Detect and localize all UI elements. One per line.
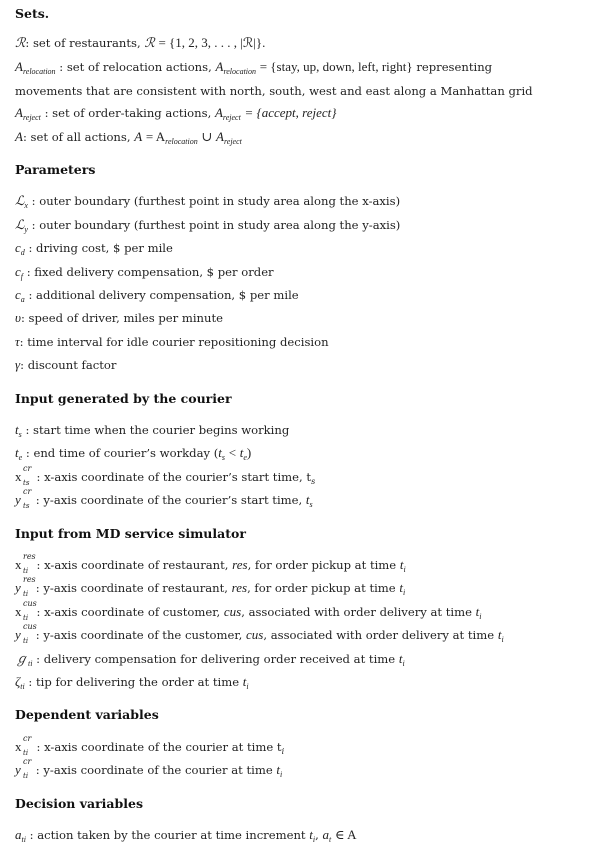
set-all-actions: A: set of all actions, $A = A_{relocation}$ ∪ $A_{reject}$: [15, 129, 242, 146]
param-gamma: γ: discount factor: [15, 357, 117, 372]
heading-sets: Sets.: [15, 6, 50, 21]
courier-te: $t_e$ : end time of courier’s workday $(t_s < t_e)$: [15, 445, 252, 462]
param-tau: τ: time interval for idle courier repositioning decision: [15, 334, 329, 349]
param-v: υ: speed of driver, miles per minute: [15, 310, 224, 325]
set-restaurants: ℛ: set of restaurants, ℛ = {1, 2, 3, . . . , |ℛ|}.: [15, 35, 266, 50]
set-reject: $A_{reject}$ : set of order-taking actions, $A_{reject}$ = {accept, reject}: [15, 105, 337, 122]
decision-action: $a_{ti}$ : action taken by the courier at time increment $t_i$, $a_t$ ∈ A: [15, 827, 357, 844]
heading-decision: Decision variables: [15, 796, 143, 811]
courier-x-start: x cr ts : x-axis coordinate of the courier’s start time, $t_s$: [15, 464, 316, 487]
sim-y-restaurant: y res ti : y-axis coordinate of restaurant, res, for order pickup at time $t_i$: [15, 575, 406, 598]
param-ly: ℒ$_y$ : outer boundary (furthest point in study area along the y-axis): [15, 217, 401, 234]
dep-y: y cr ti : y-axis coordinate of the courier at time $t_i$: [15, 757, 283, 780]
param-ca: $c_a$ : additional delivery compensation, $ per mile: [15, 287, 299, 304]
dep-x: x cr ti : x-axis coordinate of the courier at time $t_i$: [15, 734, 285, 757]
param-cd: $c_d$ : driving cost, $ per mile: [15, 240, 173, 257]
sim-tip: $\zeta_{ti}$ : tip for delivering the order at time $t_i$: [15, 674, 249, 691]
courier-y-start: y cr ts : y-axis coordinate of the courier’s start time, $t_s$: [15, 487, 313, 510]
sim-y-customer: y cus ti : y-axis coordinate of the customer, cus, associated with order delivery at time $t_i$: [15, 622, 504, 645]
courier-ts: $t_s$ : start time when the courier begins working: [15, 422, 290, 439]
set-relocation: $A_{relocation}$ : set of relocation actions, $A_{relocation}$ = {stay, up, down, left, right} representing: [15, 59, 493, 76]
heading-dependent: Dependent variables: [15, 707, 159, 722]
set-relocation-continued: movements that are consistent with north, south, west and east along a Manhattan grid: [15, 84, 533, 98]
heading-input-simulator: Input from MD service simulator: [15, 526, 246, 541]
param-cf: $c_f$ : fixed delivery compensation, $ per order: [15, 264, 274, 281]
heading-input-courier: Input generated by the courier: [15, 391, 232, 406]
param-lx: ℒ$_x$ : outer boundary (furthest point in study area along the x-axis): [15, 193, 401, 210]
heading-parameters: Parameters: [15, 162, 96, 177]
sim-compensation: ℊ$_{ti}$ : delivery compensation for delivering order received at time $t_i$: [15, 651, 405, 668]
sim-x-customer: x cus ti : x-axis coordinate of customer, cus, associated with order delivery at time $t_i$: [15, 599, 482, 622]
sim-x-restaurant: x res ti : x-axis coordinate of restaurant, res, for order pickup at time $t_i$: [15, 552, 406, 575]
